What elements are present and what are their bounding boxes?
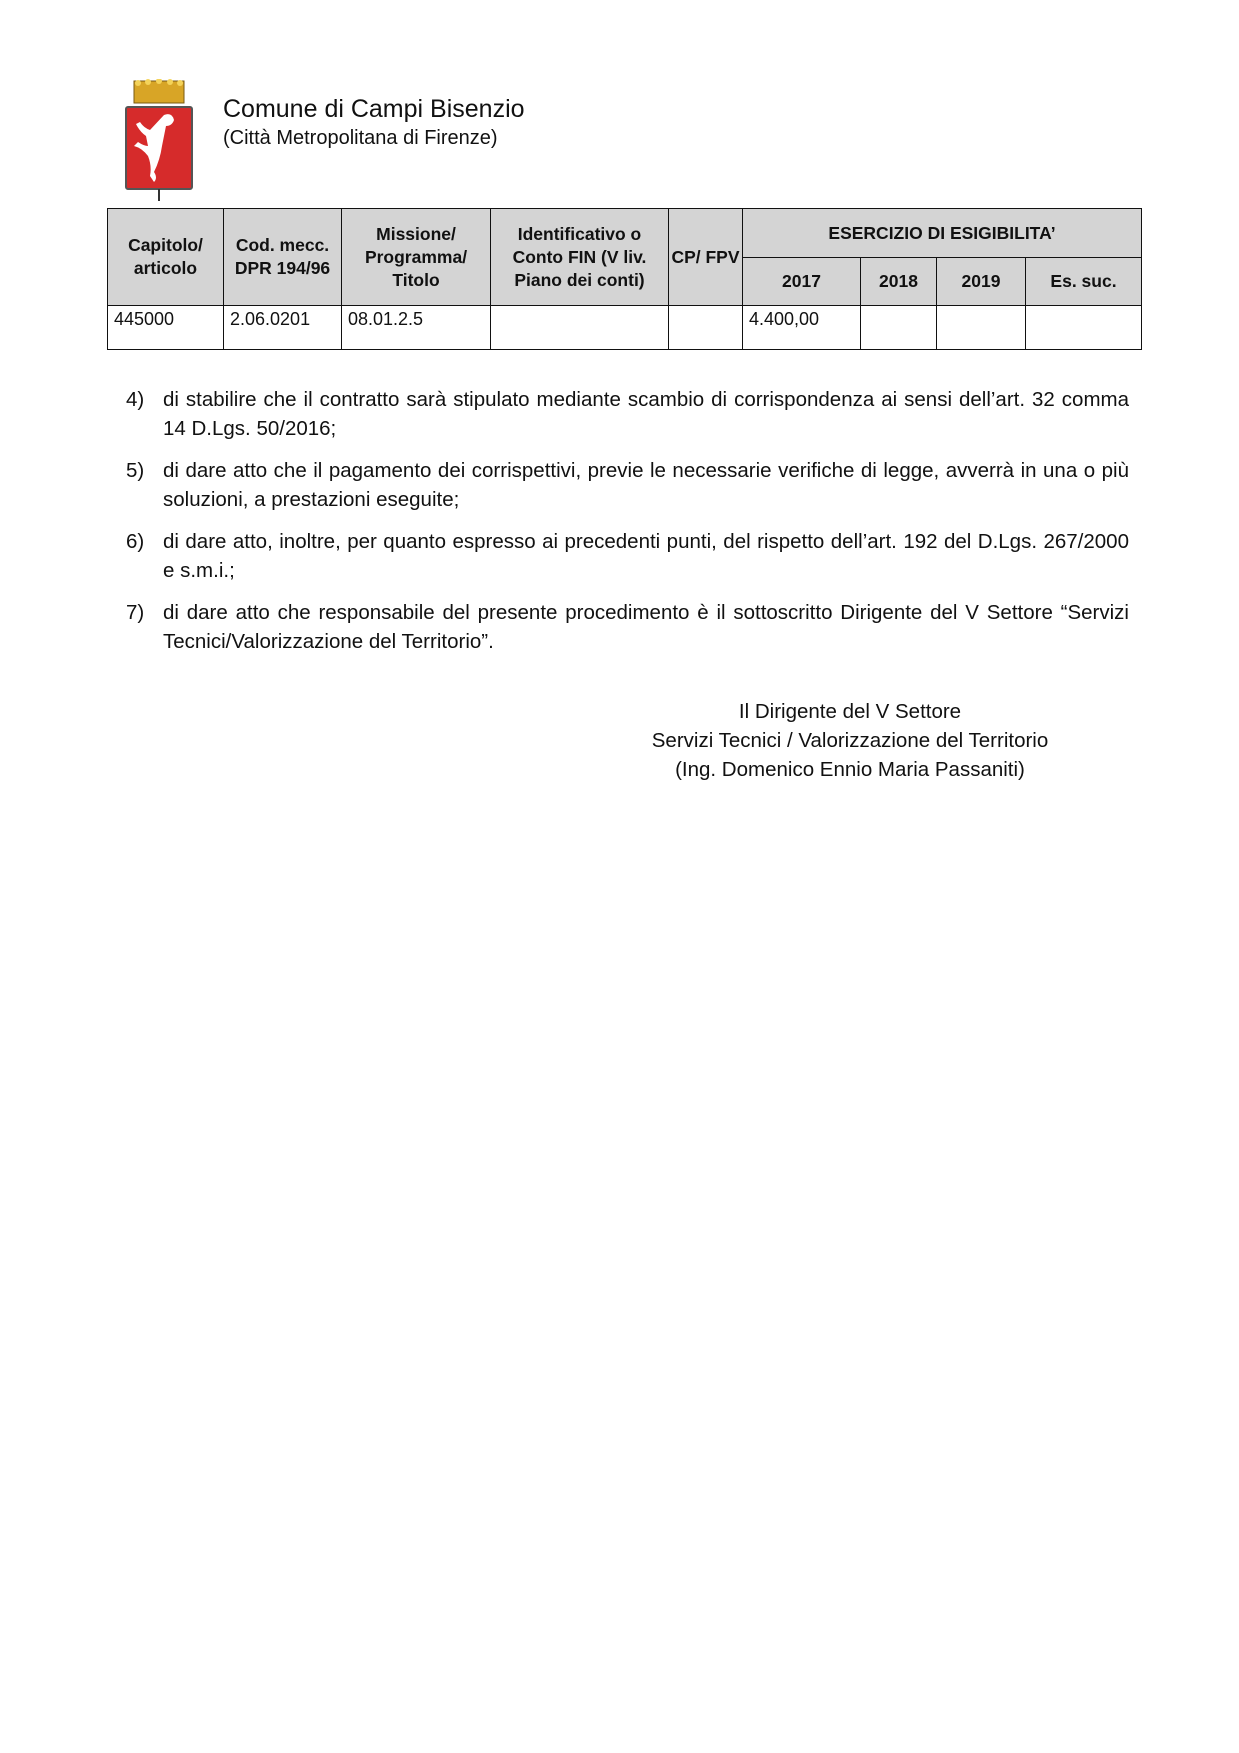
header-cod-mecc: Cod. mecc. DPR 194/96 (224, 209, 342, 306)
signature-role: Il Dirigente del V Settore (738, 700, 962, 723)
coat-of-arms-logo (124, 79, 194, 203)
item-text: di dare atto che il pagamento dei corrispettivi, previe le necessarie verifiche di legge, avverrà in una o più soluzioni, a prestazioni eseguite; (163, 459, 1129, 511)
signature-name: (Ing. Domenico Ennio Maria Passaniti) (675, 758, 1025, 781)
signature-block (560, 697, 1140, 784)
table-cell (669, 306, 743, 350)
header-identificativo: Identificativo o Conto FIN (V liv. Piano dei conti) (491, 209, 669, 306)
header-year: 2018 (861, 258, 937, 306)
item-number: 4) (126, 388, 145, 411)
list-item (126, 456, 1129, 514)
table-cell: 445000 (108, 306, 224, 350)
resolution-items (126, 385, 1129, 669)
item-text: di dare atto che responsabile del presente procedimento è il sottoscritto Dirigente del V Settore “Servizi Tecnici/Valorizzazione del Territorio”. (163, 601, 1129, 653)
item-text: di dare atto, inoltre, per quanto espresso ai precedenti punti, del rispetto dell’art. 192 del D.Lgs. 267/2000 e s.m.i.; (163, 530, 1129, 582)
item-number: 5) (126, 459, 145, 482)
header-year: 2019 (937, 258, 1026, 306)
table-row (108, 306, 1142, 350)
item-text: di stabilire che il contratto sarà stipulato mediante scambio di corrispondenza ai sensi dell’art. 32 comma 14 D.Lgs. 50/2016; (163, 388, 1129, 440)
table-cell (491, 306, 669, 350)
header-year: Es. suc. (1026, 258, 1142, 306)
table-cell (1026, 306, 1142, 350)
item-number: 7) (126, 601, 145, 624)
table-cell (937, 306, 1026, 350)
list-item (126, 598, 1129, 656)
header-year: 2017 (743, 258, 861, 306)
municipality-subtitle: (Città Metropolitana di Firenze) (223, 127, 498, 149)
header-cp-fpv: CP/ FPV (669, 209, 743, 306)
signature-department: Servizi Tecnici / Valorizzazione del Territorio (651, 729, 1049, 752)
header-capitolo: Capitolo/ articolo (108, 209, 224, 306)
budget-table (107, 208, 1142, 350)
municipality-title: Comune di Campi Bisenzio (223, 95, 525, 123)
list-item (126, 385, 1129, 443)
header-esercizio: ESERCIZIO DI ESIGIBILITA’ (743, 209, 1142, 258)
table-cell: 2.06.0201 (224, 306, 342, 350)
table-cell: 08.01.2.5 (342, 306, 491, 350)
table-cell: 4.400,00 (743, 306, 861, 350)
list-item (126, 527, 1129, 585)
header-missione: Missione/ Programma/ Titolo (342, 209, 491, 306)
table-cell (861, 306, 937, 350)
item-number: 6) (126, 530, 145, 553)
